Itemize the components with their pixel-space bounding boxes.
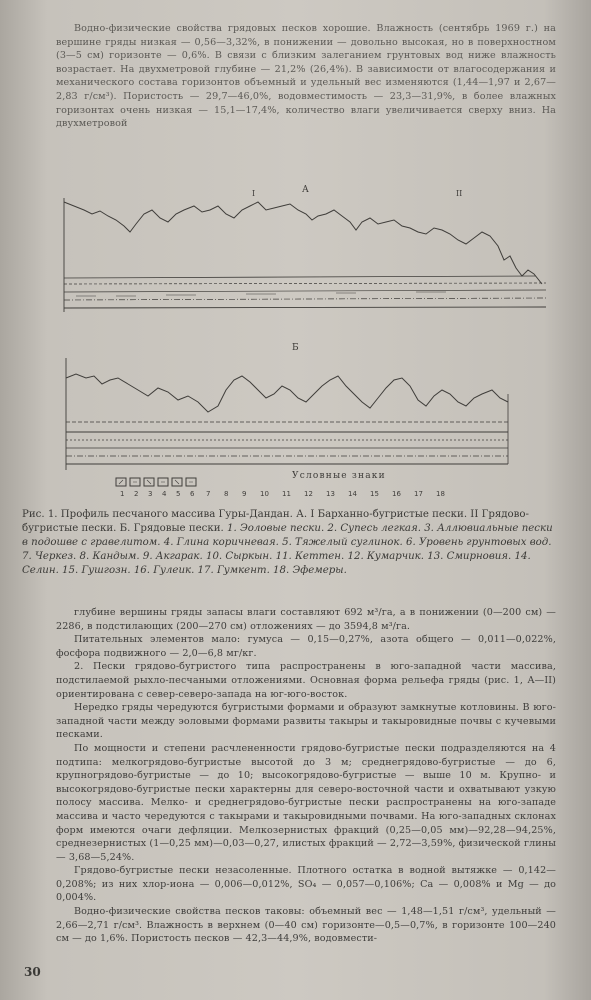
- profile-drawing: [56, 180, 556, 500]
- legend-num: 2: [134, 490, 139, 498]
- legend-num: 4: [162, 490, 167, 498]
- legend-num: 10: [260, 490, 269, 498]
- paragraph: Грядово-бугристые пески незасоленные. Плотного остатка в водной вытяжке — 0,142—0,208%; из них хлор-иона — 0,006—0,012%, SO₄ — 0,057—0,106%; Са — 0,008% и Mg — до 0,004%.: [56, 865, 556, 904]
- label-b: Б: [292, 343, 299, 353]
- legend-num: 16: [392, 490, 401, 498]
- label-ii: II: [456, 189, 463, 198]
- caption-items: 1. Эоловые пески. 2. Супесь легкая. 3. Аллювиальные пески в подошве с гравелитом. 4. Глина коричневая. 5. Тяжелый суглинок. 6. Уровень грунтовых вод. 7. Черкез. 8. Кандым. 9. Акгарак. 10. Сыркын. 11. Кеттен. 12. Кумарчик. 13. Смирновия. 14. Селин. 15. Гушгозн. 16. Гулеик. 17. Гумкент. 18. Эфемеры.: [22, 523, 553, 576]
- legend-num: 8: [224, 490, 229, 498]
- legend-num: 13: [326, 490, 335, 498]
- legend-num: 18: [436, 490, 445, 498]
- legend-num: 5: [176, 490, 181, 498]
- page-number: 30: [24, 965, 41, 979]
- paragraph: 2. Пески грядово-бугристого типа распространены в юго-западной части массива, подстилаемой рыхло-песчаными отложениями. Основная форма рельефа гряды (рис. 1, А—II) ориентирована с север-северо-запада на юг-юго-восток.: [56, 661, 556, 700]
- paragraph: Водно-физические свойства грядовых песков хорошие. Влажность (сентябрь 1969 г.) на вершине гряды низкая — 0,56—3,32%, в понижении — довольно высокая, но в поверхностном (3—5 см) горизонте — 0,6%. В связи с близким залеганием грунтовых вод ниже влажность возрастает. На двухметровой глубине — 21,2% (26,4%). В зависимости от влагосодержания и механического состава горизонтов объемный и удельный вес изменяются (1,44—1,97 и 2,67—2,83 г/см³). Пористость — 29,7—46,0%, водовместимость — 23,3—31,9%, в более влажных горизонтах очень низкая — 15,1—17,4%, количество влаги увеличивается сверху вниз. На двухметровой: [56, 23, 556, 130]
- legend-num: 15: [370, 490, 379, 498]
- legend-num: 6: [190, 490, 195, 498]
- label-i: I: [252, 189, 256, 198]
- paragraph: Водно-физические свойства песков таковы: объемный вес — 1,48—1,51 г/см³, удельный — 2,66—2,71 г/см³. Влажность в верхнем (0—40 см) горизонте—0,5—0,7%, в горизонте 100—240 см — до 1,6%. Пористость песков — 42,3—44,9%, водовмести-: [56, 906, 556, 945]
- figure-caption: [22, 508, 554, 578]
- paragraph: По мощности и степени расчлененности грядово-бугристые пески подразделяются на 4 подтипа: мелкогрядово-бугристые высотой до 3 м; среднегрядово-бугристые — до 6, крупногрядово-бугристые — до 10; высокогрядово-бугристые — выше 10 м. Крупно- и высокогрядово-бугристые пески характерны для северо-восточной части и охватывают узкую полосу массива. Мелко- и среднегрядово-бугристые пески распространены на юго-западе массива и часто чередуются с такырами и такыровидными почвами. На юго-западных склонах форм имеются очаги дефляции. Мелкозернистых фракций (0,25—0,05 мм)—92,28—94,25%, среднезернистых (1—0,25 мм)—0,03—0,27, илистых фракций — 2,72—3,59%, физической глины — 3,68—5,24%.: [56, 742, 556, 863]
- legend-num: 12: [304, 490, 313, 498]
- label-a: А: [302, 185, 309, 195]
- paragraph: Нередко гряды чередуются бугристыми формами и образуют замкнутые котловины. В юго-западной части между эоловыми формами развиты такыры и такыровидные почвы с кучевыми песками.: [56, 702, 556, 741]
- legend-num: 9: [242, 490, 247, 498]
- bottom-text-block: [56, 606, 556, 946]
- legend-num: 11: [282, 490, 291, 498]
- legend-num: 7: [206, 490, 211, 498]
- caption-main: Рис. 1. Профиль песчаного массива Гуры-Дандан. А. I Барханно-бугристые пески. II Грядово-бугристые пески. Б. Грядовые пески.: [22, 509, 529, 534]
- figure-profile: [56, 180, 556, 500]
- paragraph: Питательных элементов мало: гумуса — 0,15—0,27%, азота общего — 0,011—0,022%, фосфора подвижного — 2,0—6,8 мг/кг.: [56, 634, 556, 659]
- paragraph: глубине вершины гряды запасы влаги составляют 692 м³/га, а в понижении (0—200 см) — 2286, в подстилающих (200—270 см) отложениях — до 3594,8 м³/га.: [56, 607, 556, 632]
- legend-num: 14: [348, 490, 357, 498]
- legend-num: 17: [414, 490, 423, 498]
- legend-num: 1: [120, 490, 125, 498]
- legend-title: Условные знаки: [292, 471, 386, 481]
- legend-num: 3: [148, 490, 153, 498]
- top-text-block: [56, 22, 556, 131]
